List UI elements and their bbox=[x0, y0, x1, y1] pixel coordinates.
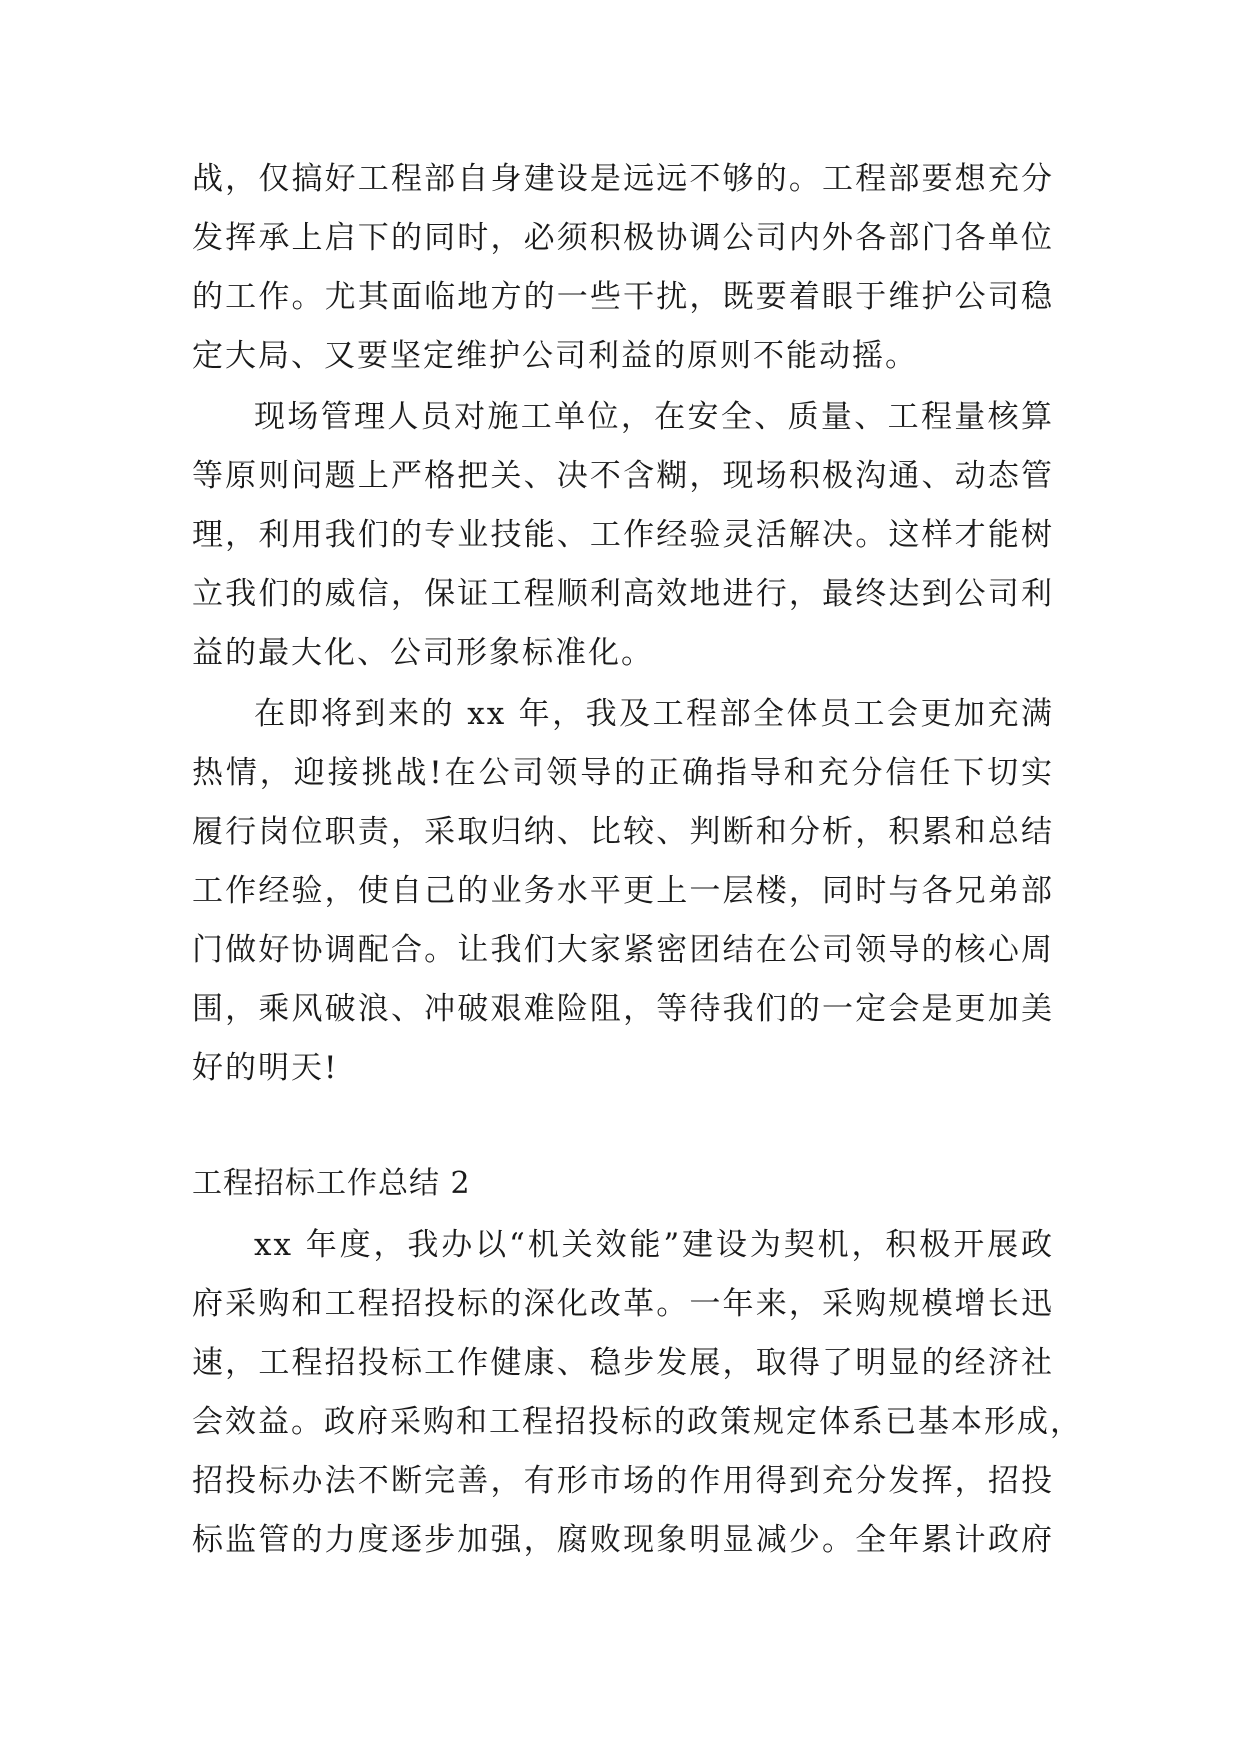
paragraph-line: 标监管的力度逐步加强，腐败现象明显减少。全年累计政府 bbox=[192, 1522, 1054, 1558]
paragraph-line: 招投标办法不断完善，有形市场的作用得到充分发挥，招投 bbox=[192, 1463, 1054, 1499]
paragraph-line: 工作经验，使自己的业务水平更上一层楼，同时与各兄弟部 bbox=[192, 873, 1054, 909]
paragraph-line: 等原则问题上严格把关、决不含糊，现场积极沟通、动态管 bbox=[192, 458, 1054, 494]
section-heading: 工程招标工作总结 2 bbox=[192, 1166, 471, 1201]
paragraph-line: xx 年度，我办以“机关效能”建设为契机，积极开展政 bbox=[254, 1227, 1054, 1263]
paragraph-line: 立我们的威信，保证工程顺利高效地进行，最终达到公司利 bbox=[192, 576, 1054, 612]
paragraph-line: 热情，迎接挑战!在公司领导的正确指导和充分信任下切实 bbox=[192, 755, 1054, 791]
paragraph-line: 现场管理人员对施工单位，在安全、质量、工程量核算 bbox=[254, 399, 1054, 435]
paragraph-line: 在即将到来的 xx 年，我及工程部全体员工会更加充满 bbox=[254, 696, 1054, 732]
paragraph-line: 战，仅搞好工程部自身建设是远远不够的。工程部要想充分 bbox=[192, 161, 1054, 197]
paragraph-line: 会效益。政府采购和工程招投标的政策规定体系已基本形成， bbox=[192, 1404, 1083, 1440]
paragraph-line: 益的最大化、公司形象标准化。 bbox=[192, 635, 654, 671]
paragraph-line: 围，乘风破浪、冲破艰难险阻，等待我们的一定会是更加美 bbox=[192, 991, 1054, 1027]
paragraph-line: 的工作。尤其面临地方的一些干扰，既要着眼于维护公司稳 bbox=[192, 279, 1054, 315]
paragraph-line: 履行岗位职责，采取归纳、比较、判断和分析，积累和总结 bbox=[192, 814, 1054, 850]
paragraph-line: 发挥承上启下的同时，必须积极协调公司内外各部门各单位 bbox=[192, 220, 1054, 256]
paragraph-line: 理，利用我们的专业技能、工作经验灵活解决。这样才能树 bbox=[192, 517, 1054, 553]
paragraph-line: 门做好协调配合。让我们大家紧密团结在公司领导的核心周 bbox=[192, 932, 1054, 968]
paragraph-line: 好的明天! bbox=[192, 1050, 339, 1086]
paragraph-line: 速，工程招投标工作健康、稳步发展，取得了明显的经济社 bbox=[192, 1345, 1054, 1381]
paragraph-line: 定大局、又要坚定维护公司利益的原则不能动摇。 bbox=[192, 338, 918, 374]
paragraph-line: 府采购和工程招投标的深化改革。一年来，采购规模增长迅 bbox=[192, 1286, 1054, 1322]
